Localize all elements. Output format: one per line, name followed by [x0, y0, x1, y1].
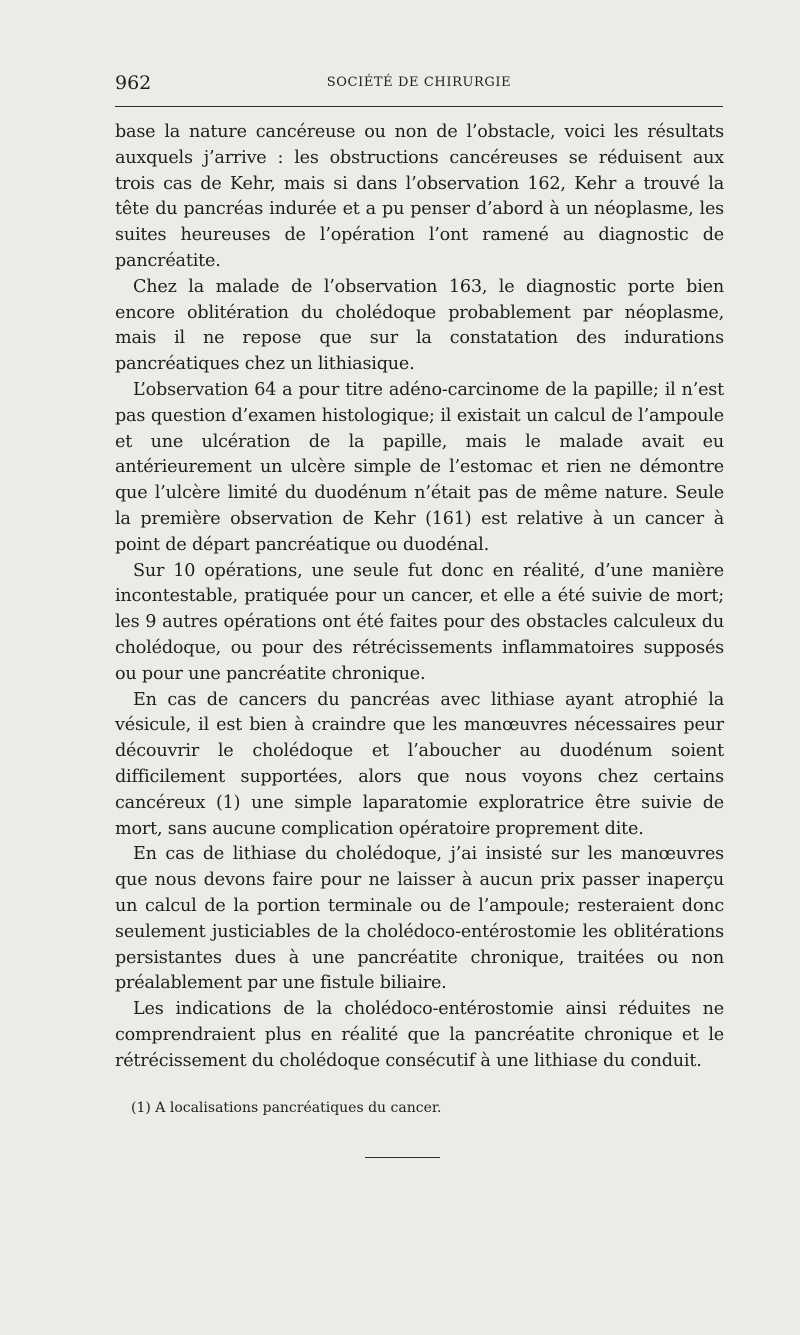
paragraph-4: Sur 10 opérations, une seule fut donc en réalité, d’une manière incontestable, pratiquée pour un cancer, et elle a été suivie de mort; les 9 autres opérations ont été faites pour des obstacles calculeux du cholédoque, ou pour des rétrécissements inflammatoires supposés ou pour une pancréatite chronique. [115, 560, 724, 684]
paragraph-2: Chez la malade de l’observation 163, le diagnostic porte bien encore oblitération du cholédoque probablement par néoplasme, mais il ne repose que sur la constatation des indurations pancréatiques chez un lithiasique. [115, 276, 724, 375]
page-number: 962 [115, 72, 152, 94]
paragraph-7: Les indications de la cholédoco-entérostomie ainsi réduites ne comprendraient plus en réalité que la pancréatite chronique et le rétrécissement du cholédoque consécutif à une lithiase du conduit. [115, 999, 724, 1071]
page-header [115, 68, 723, 98]
footnote: (1) A localisations pancréatiques du cancer. [131, 1100, 442, 1116]
paragraph-5: En cas de cancers du pancréas avec lithiase ayant atrophié la vésicule, il est bien à craindre que les manœuvres nécessaires peur découvrir le cholédoque et l’aboucher au duodénum soient difficilement supportées, alors que nous voyons chez certains cancéreux (1) une simple laparatomie exploratrice être suivie de mort, sans aucune complication opératoire proprement dite. [115, 689, 724, 839]
paragraph-1: base la nature cancéreuse ou non de l’obstacle, voici les résultats auxquels j’arrive : les obstructions cancéreuses se réduisent aux trois cas de Kehr, mais si dans l’observation 162, Kehr a trouvé la tête du pancréas indurée et a pu penser d’abord à un néoplasme, les suites heureuses de l’opération l’ont ramené au diagnostic de pancréatite. [115, 122, 724, 271]
paragraph-3: L’observation 64 a pour titre adéno-carcinome de la papille; il n’est pas question d’examen histologique; il existait un calcul de l’ampoule et une ulcération de la papille, mais le malade avait eu antérieurement un ulcère simple de l’estomac et rien ne démontre que l’ulcère limité du duodénum n’était pas de même nature. Seule la première observation de Kehr (161) est relative à un cancer à point de départ pancréatique ou duodénal. [115, 379, 724, 555]
running-head: SOCIÉTÉ DE CHIRURGIE [326, 75, 512, 90]
body-text [115, 120, 724, 1074]
end-rule [365, 1157, 440, 1158]
header-rule [115, 106, 723, 107]
paragraph-6: En cas de lithiase du cholédoque, j’ai insisté sur les manœuvres que nous devons faire pour ne laisser à aucun prix passer inaperçu un calcul de la portion terminale ou de l’ampoule; resteraient donc seulement justiciables de la cholédoco-entérostomie les oblitérations persistantes dues à une pancréatite chronique, traitées ou non préalablement par une fistule biliaire. [115, 844, 724, 994]
